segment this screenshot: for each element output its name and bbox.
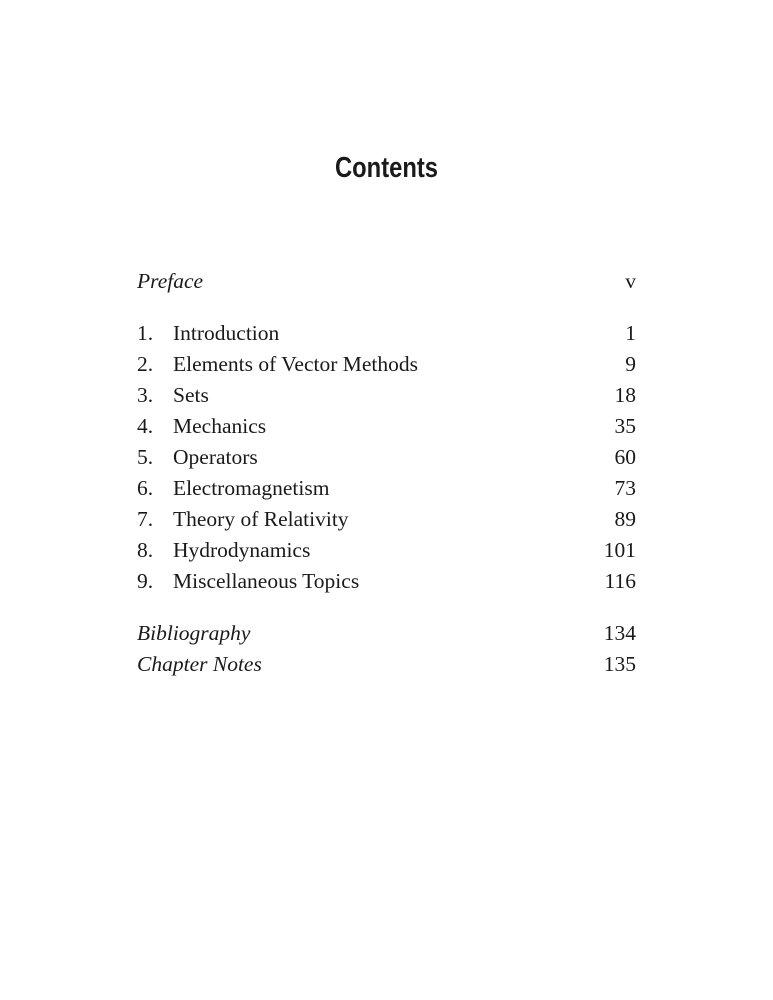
toc-entry-page: 116 <box>604 569 636 593</box>
chapter-number: 5. <box>137 445 154 469</box>
chapter-number: 4. <box>137 414 154 438</box>
toc-entry-page: 135 <box>603 652 636 676</box>
toc-entry-page: 9 <box>625 352 636 376</box>
toc-entry-label: Bibliography <box>137 621 251 645</box>
toc-entry-chapter[interactable] <box>137 504 636 535</box>
toc-entry-page: 134 <box>603 621 636 645</box>
page-title: Contents <box>334 152 439 184</box>
toc-entry-page: 73 <box>614 476 636 500</box>
toc-entry-chapter[interactable] <box>137 411 636 442</box>
toc-entry-page: 18 <box>614 383 636 407</box>
toc-entry-page: 60 <box>614 445 636 469</box>
toc-entry-label: Mechanics <box>173 414 267 438</box>
toc-entry-chapter[interactable] <box>137 442 636 473</box>
toc-entry-bibliography[interactable] <box>137 618 636 649</box>
toc-entry-label: Theory of Relativity <box>173 507 349 531</box>
table-of-contents <box>137 266 636 680</box>
spacer <box>137 597 636 618</box>
chapter-number: 7. <box>137 507 154 531</box>
toc-entry-label: Sets <box>173 383 209 407</box>
toc-entry-chapter[interactable] <box>137 473 636 504</box>
toc-entry-label: Miscellaneous Topics <box>173 569 360 593</box>
toc-entry-label: Operators <box>173 445 258 469</box>
toc-entry-page: 101 <box>603 538 636 562</box>
spacer <box>137 297 636 318</box>
chapter-number: 9. <box>137 569 154 593</box>
toc-entry-label: Preface <box>137 269 204 293</box>
toc-entry-chapter[interactable] <box>137 566 636 597</box>
toc-entry-chapter[interactable] <box>137 318 636 349</box>
toc-entry-chapter[interactable] <box>137 380 636 411</box>
toc-entry-label: Hydrodynamics <box>173 538 311 562</box>
toc-entry-label: Chapter Notes <box>137 652 262 676</box>
toc-entry-page: v <box>625 269 636 293</box>
toc-entry-preface[interactable] <box>137 266 636 297</box>
toc-entry-chapter[interactable] <box>137 535 636 566</box>
chapter-number: 3. <box>137 383 154 407</box>
chapter-number: 1. <box>137 321 154 345</box>
toc-entry-label: Electromagnetism <box>173 476 330 500</box>
toc-entry-label: Introduction <box>173 321 280 345</box>
toc-entry-page: 89 <box>614 507 636 531</box>
chapter-number: 2. <box>137 352 154 376</box>
toc-entry-chapter-notes[interactable] <box>137 649 636 680</box>
toc-entry-page: 35 <box>614 414 636 438</box>
toc-entry-label: Elements of Vector Methods <box>173 352 419 376</box>
toc-entry-page: 1 <box>625 321 636 345</box>
chapter-number: 6. <box>137 476 154 500</box>
toc-entry-chapter[interactable] <box>137 349 636 380</box>
chapter-number: 8. <box>137 538 154 562</box>
